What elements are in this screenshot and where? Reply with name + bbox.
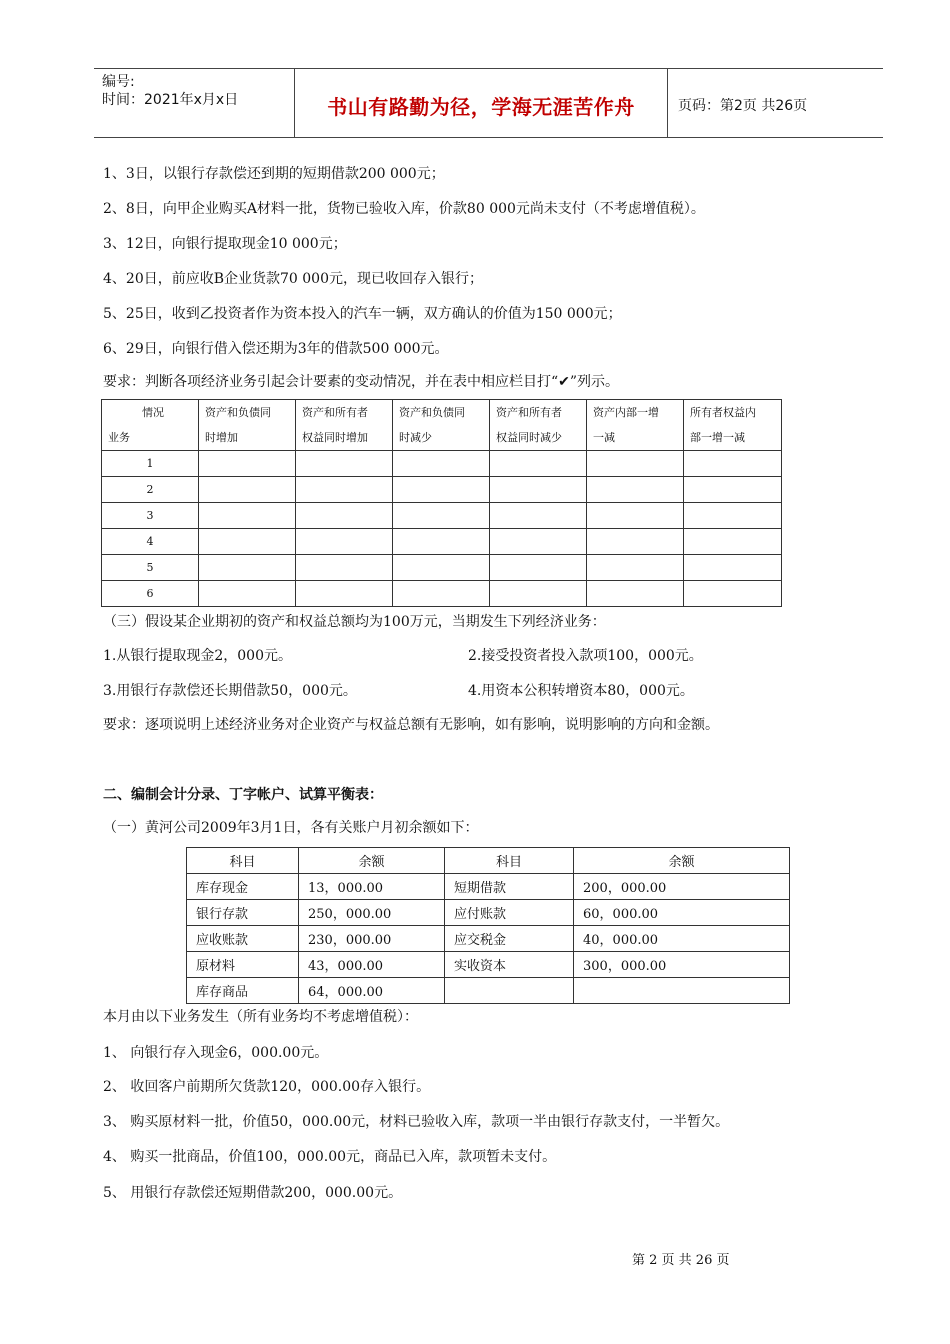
table-cell: 300，000.00 bbox=[574, 952, 790, 978]
header-divider bbox=[667, 69, 668, 137]
table-cell: 应付账款 bbox=[445, 900, 574, 926]
document-time: 时间：2021年x月x日 bbox=[102, 92, 239, 108]
table-row bbox=[187, 874, 790, 900]
table-cell bbox=[296, 451, 393, 477]
table-cell bbox=[490, 503, 587, 529]
table-row bbox=[187, 978, 790, 1004]
table-cell bbox=[393, 555, 490, 581]
requirement-text: 要求：逐项说明上述经济业务对企业资产与权益总额有无影响，如有影响，说明影响的方向和金额。 bbox=[103, 717, 719, 733]
table-row bbox=[187, 926, 790, 952]
table-cell bbox=[393, 503, 490, 529]
document-number: 编号: bbox=[102, 74, 135, 90]
table-cell bbox=[199, 529, 296, 555]
table-cell bbox=[199, 477, 296, 503]
section-title: 二、编制会计分录、丁字帐户、试算平衡表： bbox=[103, 787, 383, 803]
table-cell bbox=[490, 581, 587, 607]
row-number: 6 bbox=[102, 581, 199, 607]
header-line: 资产和所有者 bbox=[302, 406, 368, 419]
list-item: 2、8日，向甲企业购买A材料一批，货物已验收入库，价款80 000元尚未支付（不考虑增值税）。 bbox=[103, 201, 705, 217]
list-item: 1.从银行提取现金2，000元。 bbox=[103, 648, 292, 664]
header-meta bbox=[102, 73, 238, 109]
table-cell: 250，000.00 bbox=[299, 900, 445, 926]
header-line: 资产和负债同 bbox=[399, 406, 465, 419]
table-cell: 应收账款 bbox=[187, 926, 299, 952]
table-cell: 实收资本 bbox=[445, 952, 574, 978]
table-row bbox=[102, 581, 782, 607]
subsection-intro: （一）黄河公司2009年3月1日，各有关账户月初余额如下： bbox=[103, 820, 479, 836]
corner-label-bottom: 业务 bbox=[108, 431, 130, 444]
table-header-cell: 余额 bbox=[574, 848, 790, 874]
list-item: 5、 用银行存款偿还短期借款200，000.00元。 bbox=[103, 1185, 403, 1201]
table-cell bbox=[684, 555, 782, 581]
header-line: 部一增一减 bbox=[690, 431, 745, 444]
section4-intro: 本月由以下业务发生（所有业务均不考虑增值税）： bbox=[103, 1009, 418, 1025]
table-header-cell: 科目 bbox=[187, 848, 299, 874]
list-item: 3.用银行存款偿还长期借款50，000元。 bbox=[103, 683, 357, 699]
list-item: 1、3日，以银行存款偿还到期的短期借款200 000元； bbox=[103, 166, 445, 182]
header-line: 权益同时减少 bbox=[496, 431, 562, 444]
table-cell: 13，000.00 bbox=[299, 874, 445, 900]
table-cell bbox=[490, 477, 587, 503]
table-header-cell bbox=[199, 400, 296, 451]
table-cell bbox=[490, 555, 587, 581]
page-header bbox=[94, 68, 883, 138]
table-cell: 43，000.00 bbox=[299, 952, 445, 978]
table-cell bbox=[574, 978, 790, 1004]
header-line: 时减少 bbox=[399, 431, 432, 444]
table-cell bbox=[296, 555, 393, 581]
list-item: 4.用资本公积转增资本80，000元。 bbox=[468, 683, 694, 699]
table-cell bbox=[490, 529, 587, 555]
table-header-cell bbox=[587, 400, 684, 451]
table-cell bbox=[296, 529, 393, 555]
table-cell: 40，000.00 bbox=[574, 926, 790, 952]
table-cell: 原材料 bbox=[187, 952, 299, 978]
row-number: 5 bbox=[102, 555, 199, 581]
list-item: 5、25日，收到乙投资者作为资本投入的汽车一辆，双方确认的价值为150 000元； bbox=[103, 306, 622, 322]
table-header-row bbox=[102, 400, 782, 451]
header-line: 权益同时增加 bbox=[302, 431, 368, 444]
table-cell bbox=[684, 477, 782, 503]
table-header-cell bbox=[296, 400, 393, 451]
list-item: 2.接受投资者投入款项100，000元。 bbox=[468, 648, 703, 664]
table-cell: 200，000.00 bbox=[574, 874, 790, 900]
list-item: 1、 向银行存入现金6，000.00元。 bbox=[103, 1045, 329, 1061]
header-line: 一减 bbox=[593, 431, 615, 444]
table-cell: 库存现金 bbox=[187, 874, 299, 900]
table-cell bbox=[393, 581, 490, 607]
table-cell bbox=[587, 581, 684, 607]
header-motto: 书山有路勤为径，学海无涯苦作舟 bbox=[327, 95, 635, 119]
table-cell: 60，000.00 bbox=[574, 900, 790, 926]
table-cell: 库存商品 bbox=[187, 978, 299, 1004]
table-row bbox=[102, 555, 782, 581]
table-cell: 230，000.00 bbox=[299, 926, 445, 952]
table-header-cell bbox=[684, 400, 782, 451]
table-row bbox=[187, 900, 790, 926]
row-number: 2 bbox=[102, 477, 199, 503]
table-cell: 64，000.00 bbox=[299, 978, 445, 1004]
table-cell bbox=[393, 477, 490, 503]
table-cell bbox=[490, 451, 587, 477]
list-item: 3、12日，向银行提取现金10 000元； bbox=[103, 236, 347, 252]
table-cell bbox=[199, 503, 296, 529]
table-header-cell: 科目 bbox=[445, 848, 574, 874]
list-item: 4、 购买一批商品，价值100，000.00元，商品已入库，款项暂未支付。 bbox=[103, 1149, 557, 1165]
table-cell: 短期借款 bbox=[445, 874, 574, 900]
row-number: 1 bbox=[102, 451, 199, 477]
table-cell bbox=[393, 529, 490, 555]
table-header-cell bbox=[490, 400, 587, 451]
table-cell bbox=[684, 451, 782, 477]
section3-intro: （三）假设某企业期初的资产和权益总额均为100万元，当期发生下列经济业务： bbox=[103, 614, 606, 630]
table-row bbox=[102, 477, 782, 503]
table-cell bbox=[199, 581, 296, 607]
table-cell: 银行存款 bbox=[187, 900, 299, 926]
table-row bbox=[102, 503, 782, 529]
header-page-info: 页码：第2页 共26页 bbox=[678, 98, 808, 114]
table-cell bbox=[684, 529, 782, 555]
table-corner-cell bbox=[102, 400, 199, 451]
header-line: 资产和所有者 bbox=[496, 406, 562, 419]
table-cell bbox=[587, 503, 684, 529]
page-footer: 第 2 页 共 26 页 bbox=[632, 1253, 730, 1268]
table-cell bbox=[587, 529, 684, 555]
list-item: 4、20日，前应收B企业货款70 000元，现已收回存入银行； bbox=[103, 271, 483, 287]
list-item: 6、29日，向银行借入偿还期为3年的借款500 000元。 bbox=[103, 341, 449, 357]
table-row bbox=[102, 529, 782, 555]
table-cell bbox=[445, 978, 574, 1004]
table-cell bbox=[199, 451, 296, 477]
change-table bbox=[101, 399, 782, 607]
table-cell bbox=[393, 451, 490, 477]
requirement-text: 要求：判断各项经济业务引起会计要素的变动情况，并在表中相应栏目打“✔”列示。 bbox=[103, 374, 620, 390]
list-item: 2、 收回客户前期所欠货款120，000.00存入银行。 bbox=[103, 1079, 431, 1095]
table-cell bbox=[296, 503, 393, 529]
table-cell bbox=[296, 477, 393, 503]
header-line: 所有者权益内 bbox=[690, 406, 756, 419]
table-row bbox=[187, 952, 790, 978]
table-cell bbox=[199, 555, 296, 581]
table-header-cell: 余额 bbox=[299, 848, 445, 874]
table-cell bbox=[587, 477, 684, 503]
list-item: 3、 购买原材料一批，价值50，000.00元，材料已验收入库，款项一半由银行存款支付，一半暂欠。 bbox=[103, 1114, 730, 1130]
table-row bbox=[102, 451, 782, 477]
table-cell bbox=[684, 581, 782, 607]
table-cell bbox=[684, 503, 782, 529]
table-cell bbox=[296, 581, 393, 607]
header-line: 时增加 bbox=[205, 431, 238, 444]
header-line: 资产和负债同 bbox=[205, 406, 271, 419]
table-header-row bbox=[187, 848, 790, 874]
row-number: 3 bbox=[102, 503, 199, 529]
table-cell bbox=[587, 555, 684, 581]
table-cell bbox=[587, 451, 684, 477]
balance-table bbox=[186, 847, 790, 1004]
row-number: 4 bbox=[102, 529, 199, 555]
table-header-cell bbox=[393, 400, 490, 451]
header-line: 资产内部一增 bbox=[593, 406, 659, 419]
corner-label-top: 情况 bbox=[142, 406, 164, 419]
table-cell: 应交税金 bbox=[445, 926, 574, 952]
